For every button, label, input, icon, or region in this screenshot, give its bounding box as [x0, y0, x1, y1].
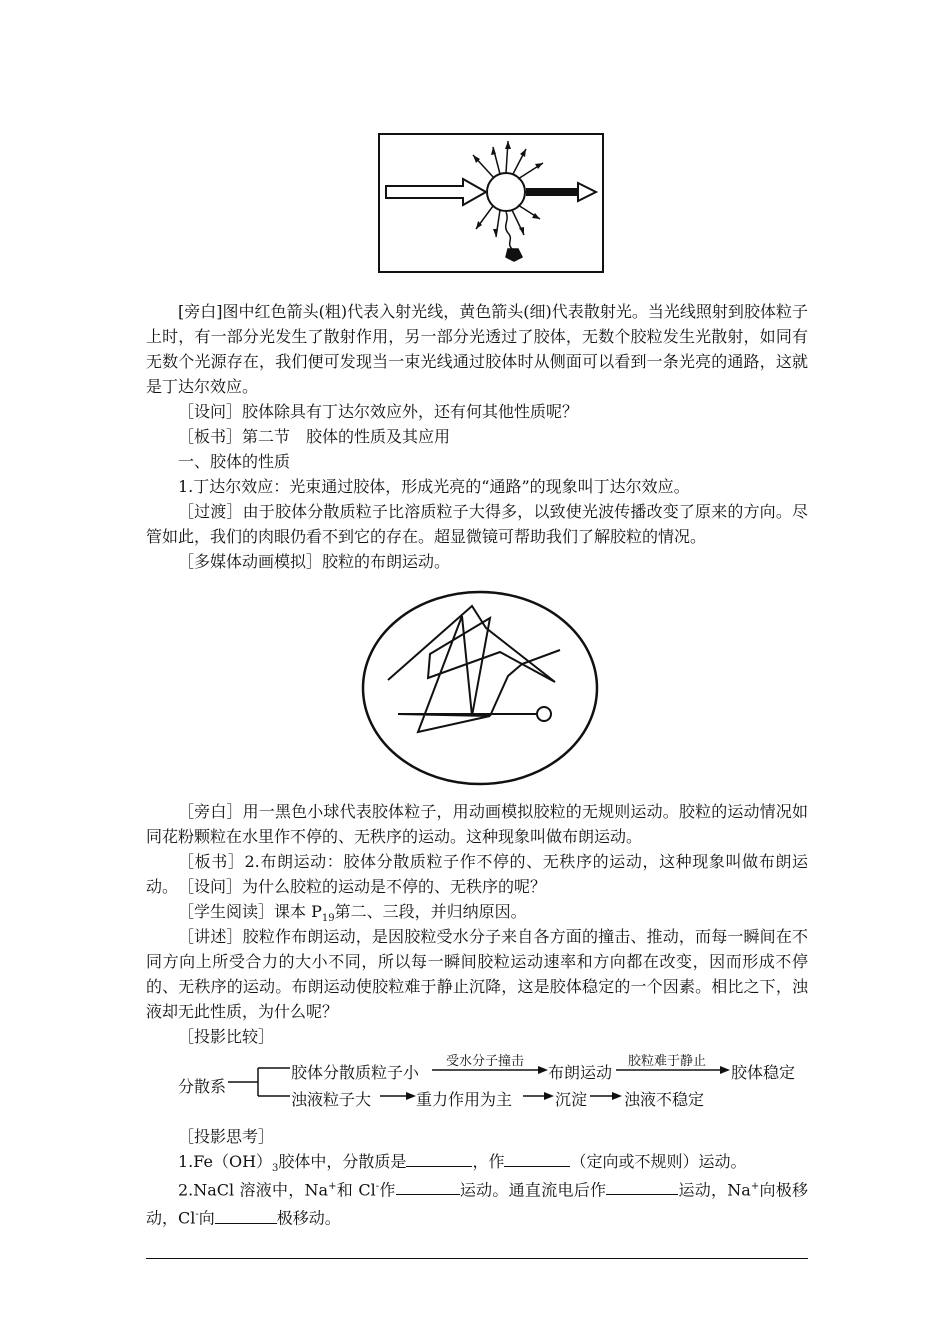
explanation-paragraph: ［讲述］胶粒作布朗运动，是因胶粒受水分子来自各方面的撞击、推动，而每一瞬间在不同方向上所受合力的大小不同，所以每一瞬间胶粒运动速率和方向都在改变，因而形成不停的、无秩序的运动。布朗运动使胶粒难于静止沉降，这是胶体稳定的一个因素。相比之下，浊液却无此性质，为什么呢？ [146, 927, 808, 1021]
question-2: 2.NaCl 溶液中，Na+和 Cl-作 运动。通直流电后作 运动，Na+向极移动，Cl-向 极移动。 [146, 1180, 808, 1228]
flow-top-brownian: 布朗运动 [548, 1063, 613, 1082]
flow-top-arrow-label-2: 胶粒难于静止 [628, 1054, 707, 1069]
tyndall-diagram [378, 133, 604, 273]
brownian-motion-diagram [360, 588, 600, 788]
projection-think-label: ［投影思考］ [178, 1127, 275, 1146]
student-reading: ［学生阅读］课本 $P_{19}$第二、三段，并归纳原因。 [178, 902, 527, 925]
projection-compare-label: ［投影比较］ [178, 1027, 275, 1046]
board-section-title: ［板书］第二节 胶体的性质及其应用 [178, 427, 451, 446]
board-brownian-definition: ［板书］2.布朗运动：胶体分散质粒子作不停的、无秩序的运动，这种现象叫做布朗运动。 [146, 852, 808, 896]
tyndall-definition: 1.丁达尔效应：光束通过胶体，形成光亮的“通路”的现象叫丁达尔效应。 [178, 477, 690, 496]
flow-top-colloid-small: 胶体分散质粒子小 [291, 1063, 420, 1082]
colloid-ball [537, 707, 551, 721]
heading-colloid-properties: 一、胶体的性质 [178, 452, 291, 471]
flow-root: 分散系 [178, 1077, 227, 1096]
transition-paragraph: ［过渡］由于胶体分散质粒子比溶质粒子大得多，以致使光波传播改变了原来的方向。尽管如此，我们的肉眼仍看不到它的存在。超显微镜可帮助我们了解胶粒的情况。 [146, 502, 808, 546]
flow-bottom-unstable: 浊液不稳定 [624, 1090, 705, 1109]
question-1: $1.Fe(OH)_3$胶体中，分散质是 ，作 （定向或不规则）运动。 [178, 1152, 747, 1175]
question-other-properties: ［设问］胶体除具有丁达尔效应外，还有何其他性质呢？ [178, 402, 579, 421]
flow-top-stable: 胶体稳定 [731, 1063, 796, 1082]
answer-blank-4[interactable] [606, 1178, 678, 1195]
answer-blank-2[interactable] [504, 1150, 570, 1167]
narration-tyndall: [旁白]图中红色箭头(粗)代表入射光线，黄色箭头(细)代表散射光。当光线照射到胶体粒子上时，有一部分光发生了散射作用，另一部分光透过了胶体，无数个胶粒发生光散射，如同有无数个光源存在，我们便可发现当一束光线通过胶体时从侧面可以看到一条光亮的通路，这就是丁达尔效应。 [146, 302, 808, 396]
answer-blank-3[interactable] [396, 1178, 460, 1195]
flow-bottom-large: 浊液粒子大 [291, 1090, 372, 1109]
footer-rule [146, 1258, 808, 1259]
flow-top-arrow-label-1: 受水分子撞击 [446, 1054, 525, 1069]
narration-brownian: ［旁白］用一黑色小球代表胶体粒子，用动画模拟胶粒的无规则运动。胶粒的运动情况如同花粉颗粒在水里作不停的、无秩序的运动。这种现象叫做布朗运动。 [146, 802, 808, 846]
flow-bottom-sediment: 沉淀 [555, 1090, 588, 1109]
animation-intro: ［多媒体动画模拟］胶粒的布朗运动。 [178, 552, 451, 571]
answer-blank-5[interactable] [215, 1207, 277, 1224]
flow-bottom-gravity: 重力作用为主 [416, 1090, 513, 1109]
question-why-random: ［设问］为什么胶粒的运动是不停的、无秩序的呢？ [178, 877, 547, 896]
answer-blank-1[interactable] [406, 1150, 472, 1167]
